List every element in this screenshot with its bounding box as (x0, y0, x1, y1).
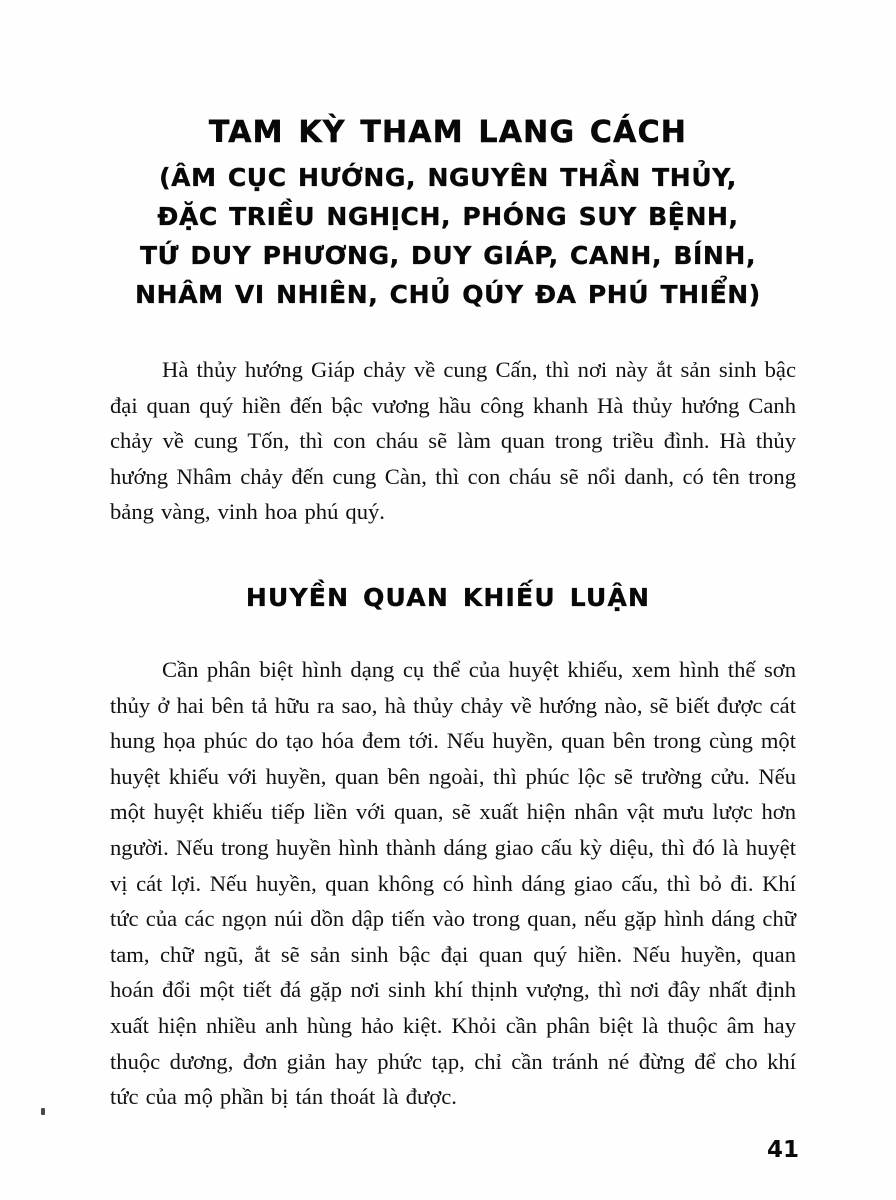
scan-artifact-speck (41, 1108, 45, 1115)
body-paragraph-1: Hà thủy hướng Giáp chảy về cung Cấn, thì nơi này ắt sản sinh bậc đại quan quý hiền đến bậc vương hầu công khanh Hà thủy hướng Canh chảy về cung Tốn, thì con cháu sẽ làm quan trong triều đình. Hà thủy hướng Nhâm chảy đến cung Càn, thì con cháu sẽ nổi danh, có tên trong bảng vàng, vinh hoa phú quý. (110, 357, 796, 525)
title-subtitle-line-1: (ÂM CỤC HƯỚNG, NGUYÊN THẦN THỦY, (159, 163, 737, 192)
title-subtitle-line-2: ĐẶC TRIỀU NGHỊCH, PHÓNG SUY BỆNH, (157, 202, 739, 231)
title-subtitle-line-3: TỨ DUY PHƯƠNG, DUY GIÁP, CANH, BÍNH, (139, 241, 757, 270)
title-block (0, 115, 896, 321)
page-title: TAM KỲ THAM LANG CÁCH (208, 115, 688, 150)
title-subtitle-line-4: NHÂM VI NHIÊN, CHỦ QÚY ĐA PHÚ THIỂN) (135, 280, 761, 309)
body-paragraph-2: Cần phân biệt hình dạng cụ thể của huyệt khiếu, xem hình thế sơn thủy ở hai bên tả hữu ra sao, hà thủy chảy về hướng nào, sẽ biết được cát hung họa phúc do tạo hóa đem tới. Nếu huyền, quan bên trong cùng một huyệt khiếu với huyền, quan bên ngoài, thì phúc lộc sẽ trường cửu. Nếu một huyệt khiếu tiếp liền với quan, sẽ xuất hiện nhân vật mưu lược hơn người. Nếu trong huyền hình thành dáng giao cấu kỳ diệu, thì đó là huyệt vị cát lợi. Nếu huyền, quan không có hình dáng giao cấu, thì bỏ đi. Khí tức của các ngọn núi dồn dập tiến vào trong quan, nếu gặp hình dáng chữ tam, chữ ngũ, ắt sẽ sản sinh bậc đại quan quý hiền. Nếu huyền, quan hoán đổi một tiết đá gặp nơi sinh khí thịnh vượng, thì nơi đây nhất định xuất hiện nhiều anh hùng hảo kiệt. Khỏi cần phân biệt là thuộc âm hay thuộc dương, đơn giản hay phức tạp, chỉ cần tránh né đừng để cho khí tức của mộ phần bị tán thoát là được. (110, 657, 796, 1110)
section-heading: HUYỀN QUAN KHIẾU LUẬN (245, 583, 651, 612)
page-number: 41 (766, 1137, 799, 1163)
